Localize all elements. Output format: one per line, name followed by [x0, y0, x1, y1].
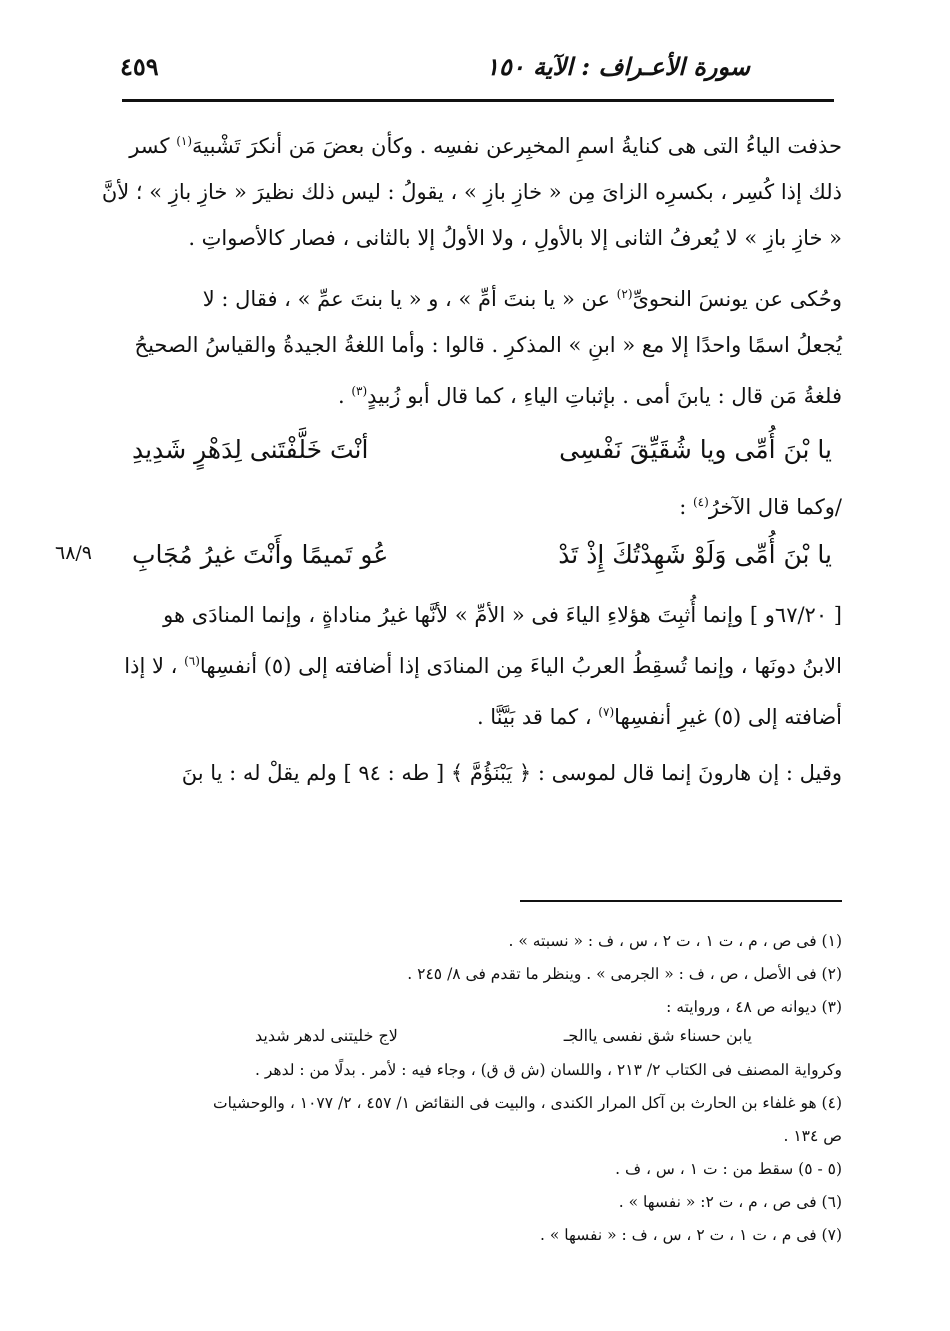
text-line: فلغةُ مَن قال : يابنَ أمى . بإثباتِ الياءِ ، كما قال أبو زُبيدٍ$^{(٣)}$ .: [337, 384, 842, 408]
footnote-3: (٣) ديوانه ص ٤٨ ، وروايته :: [666, 998, 842, 1016]
footnote-5: (٥ - ٥) سقط من : ت ١ ، س ، ف .: [615, 1160, 842, 1178]
footnotes: [120, 925, 842, 1252]
text-line: أضافته إلى (٥) غيرِ أنفسِها$^{(٧)}$ ، كما قد بَيَّنَّا .: [476, 705, 842, 729]
page-header: [120, 48, 840, 92]
verse-2: [120, 534, 842, 584]
text-line: الابنُ دونَها ، وإنما تُسقِطُ العربُ الياءَ مِن المنادَى إذا أضافته إلى (٥) أنفسِها$^{(٦)}$ ، لا إذا: [124, 654, 842, 678]
footnote-mark: (٧): [598, 705, 615, 719]
verse-hemistich-second: عُو تَميمًا وأَنْتَ غيرُ مُجَابِ: [132, 540, 389, 569]
verse-1: [120, 429, 842, 479]
footnote-mark: (٤): [692, 495, 709, 509]
text-line: حذفت الياءُ التى هى كنايةُ اسمِ المخبِرعن نفسِه . وكأن بعضَ مَن أنكرَ تَشْبيهَ$^{(١)}$ كسر: [129, 134, 842, 158]
verse-hemistich-second: لاج خليتنى لدهر شديد: [255, 1026, 398, 1045]
page-number: ٤٥٩: [120, 52, 159, 81]
paragraph-4: [120, 750, 842, 796]
text-line: وقيل : إن هارونَ إنما قال لموسى : ﴿ يَبْنَؤُمَّ ﴾ [ طه : ٩٤ ] ولم يقلْ له : يا بنَ: [181, 761, 842, 785]
paragraph-3: [120, 592, 842, 740]
footnote-1: (١) فى ص ، م ، ت ١ ، ت ٢ ، س ، ف : « نسبته » .: [508, 932, 842, 950]
page-title: سورة الأعـراف : الآية ١٥٠: [485, 52, 750, 81]
footnote-mark: (٦): [184, 654, 200, 668]
paragraph-2: [120, 271, 842, 419]
verse-hemistich-first: يا بْنَ أُمِّى ويا شُقَيِّقَ نَفْسِى: [559, 435, 832, 464]
text-line: وحُكى عن يونسَ النحوىِّ$^{(٢)}$ عن « يا بنتَ أمِّ » ، و « يا بنتَ عمِّ » ، فقال : لا: [202, 287, 842, 311]
text-line: « خازِ بازِ » لا يُعرفُ الثانى إلا بالأولِ ، ولا الأولُ إلا بالثانى ، فصار كالأصواتِ .: [188, 226, 842, 250]
footnote-3-verse: [120, 1024, 842, 1054]
footnote-rule: [520, 900, 842, 902]
verse-hemistich-first: يا بْنَ أُمِّى وَلَوْ شَهِدْتُكَ إِذْ تَدْ: [558, 540, 832, 569]
footnote-mark: (١): [176, 134, 193, 148]
main-text: [101, 118, 842, 806]
verse-intro: [120, 479, 842, 530]
footnote-mark: (٢): [616, 287, 633, 301]
text-line: يُجعلُ اسمًا واحدًا إلا مع « ابنِ » المذكرِ . قالوا : وأما اللغةُ الجيدةُ والقياسُ الصحيحُ: [134, 333, 842, 357]
verse-hemistich-first: يابن حسناء شق نفسى ياالجـ: [563, 1026, 752, 1045]
footnote-3-continuation: وكرواية المصنف فى الكتاب ٢/ ٢١٣ ، واللسان (ش ق ق) ، وجاء فيه : لأمر . بدلًا من : لدهر .: [254, 1061, 842, 1079]
footnote-mark: (٣): [351, 384, 368, 398]
footnote-7: (٧) فى م ، ت ١ ، ت ٢ ، س ، ف : « نفسها » .: [540, 1226, 842, 1244]
margin-reference: ٦٨/٩: [55, 542, 93, 564]
text-line: /وكما قال الآخرُ$^{(٤)}$ :: [679, 495, 842, 519]
footnote-2: (٢) فى الأصل ، ص ، ف : « الجرمى » . وينظر ما تقدم فى ٨/ ٢٤٥ .: [407, 965, 842, 983]
header-rule: [122, 99, 834, 102]
verse-hemistich-second: أنْتَ خَلَّفْتَنى لِدَهْرٍ شَدِيدِ: [132, 435, 369, 464]
text-line: ذلك إذا كُسِر ، بكسرِه الزاىَ مِن « خازِ بازِ » ، يقولُ : ليس ذلك نظيرَ « خازِ بازِ » ؛ لأنَّ: [101, 180, 842, 204]
footnote-4: (٤) هو غلفاء بن الحارث بن آكل المرار الكندى ، والبيت فى النقائض ١/ ٤٥٧ ، ٢/ ١٠٧٧ ، والوحشيات: [212, 1094, 842, 1112]
text-line: [ ٦٧/٢٠و ] وإنما أُثبِتَ هؤلاءِ الياءَ فى « الأمِّ » لأنَّها غيرُ مناداةٍ ، وإنما المنادَى هو: [163, 603, 842, 627]
footnote-6: (٦) فى ص ، م ، ت ٢: « نفسها » .: [618, 1193, 842, 1211]
footnote-4-continuation: ص ١٣٤ .: [783, 1127, 842, 1145]
paragraph-1: [101, 118, 842, 261]
